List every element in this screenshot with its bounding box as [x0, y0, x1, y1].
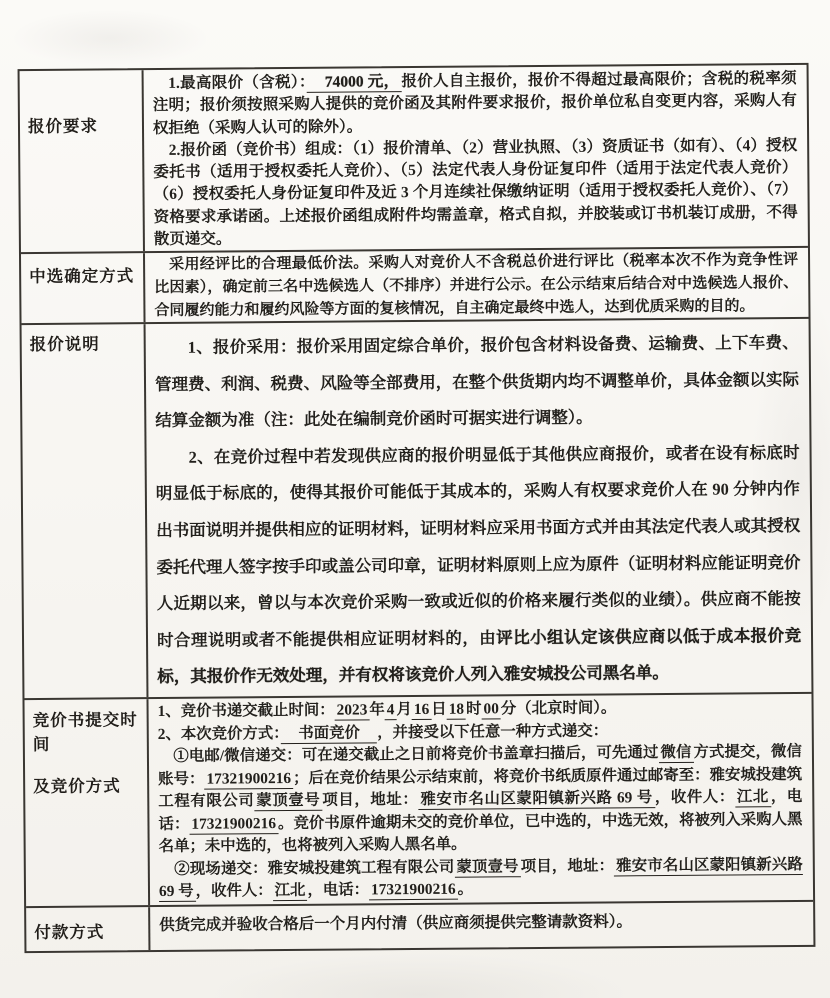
underlined-value: 4: [385, 701, 397, 720]
row-header-quotation-requirements: [20, 70, 145, 252]
row-content-payment-terms: [150, 902, 813, 950]
text-segment: ，并接受以下任意一种方式递交：: [377, 722, 609, 741]
text-segment: 方式提交，微信账号：: [158, 742, 802, 788]
text-segment: 2、本次竞价方式：: [157, 724, 281, 743]
table-row-quotation-requirements: [20, 65, 808, 254]
text-segment: ①电邮/微信递交：可在递交截止之日前将竞价书盖章扫描后，可先通过: [173, 744, 659, 765]
underlined-value: 江北: [273, 882, 308, 901]
table-row-submission-time-method: [24, 694, 813, 908]
text-segment: ，收件人：: [654, 788, 735, 807]
row-header-text: 中选确定方式: [29, 266, 135, 287]
underlined-value: 江北: [735, 788, 771, 807]
table-row-quotation-notes: [22, 319, 812, 700]
underlined-value: 雅安市名山区蒙阳镇新兴路 69 号: [158, 855, 803, 901]
row-header-quotation-notes: [22, 324, 149, 698]
text-segment: ，电话：: [307, 881, 370, 899]
text-segment: 年: [369, 701, 385, 719]
row-header-selection-method: [21, 253, 146, 323]
table-row-payment-terms: [26, 902, 813, 951]
underlined-value: 蒙顶壹号: [454, 858, 520, 878]
text-segment: ；后在竞价结果公示结束前，将竞价书纸质原件通过邮寄至：雅安城投建筑工程有限公司: [158, 765, 803, 811]
paragraph: [154, 249, 799, 323]
text-segment: 供货完成并验收合格后一个月内付清（供应商须提供完整请款资料）。: [159, 913, 633, 935]
paragraph: [158, 741, 803, 859]
text-segment: 2.报价函（竞价书）组成：（1）报价清单、（2）营业执照、（3）资质证书（如有）、（4）授权委托书（适用于授权委托人竞价）、（5）法定代表人身份证复印件（适用于法定代表人竞价）（6）授权委托人身份证复印件及近 3 个月连续社保缴纳证明（适用于授权委托人竞价）、（7）资格要求承诺函。上述报价函组成附件均需盖章，格式自拟，并胶装或订书机装订成册，不得散页递交。: [153, 136, 798, 249]
underlined-value: 17321900216: [204, 769, 293, 789]
text-segment: 。竞价书原件逾期未交的竞价单位，已中选的，中选无效，将被列入采购人黑名单；未中选的，也将被列入采购人黑名单。: [158, 810, 803, 856]
underlined-value: 74000 元，: [307, 73, 402, 93]
underlined-value: 2023: [335, 701, 370, 720]
paragraph: [153, 68, 798, 140]
text-segment: ，收件人：: [195, 882, 273, 900]
text-segment: 日: [431, 700, 447, 718]
paragraph: [155, 435, 801, 696]
text-segment: 1、报价采用：报价采用固定综合单价，报价包含材料设备费、运输费、上下车费、管理费、利润、税费、风险等全部费用，在整个供货期内均不调整单价，具体金额以实际结算金额为准（注：此处在编制竞价函时可据实进行调整）。: [154, 332, 800, 431]
underlined-value: 微信: [658, 744, 693, 763]
text-segment: ，电话：: [158, 787, 803, 833]
text-segment: 。: [457, 880, 474, 898]
text-segment: 评比小组认定该供应商以低于成本报价竞标，其报价作无效处理，并有权将该竞价人列入雅安城投公司黑名单。: [157, 625, 802, 687]
underlined-value: 书面竞价: [281, 724, 378, 744]
paragraph: [159, 853, 803, 903]
row-header-text: 付款方式: [34, 922, 105, 943]
row-content-selection-method: [145, 248, 809, 322]
underlined-value: 17321900216: [369, 881, 458, 901]
text-segment: 报价人自主报价，报价不得超过最高限价；含税的税率须注明；报价须按照采购人提供的竞价函及其附件要求报价，报价单位私自变更内容，采购人有权拒绝（采购人认可的除外）。: [152, 70, 797, 137]
row-header-submission-time-method: [24, 699, 150, 906]
paragraph: [155, 325, 800, 440]
underlined-value: 16: [412, 701, 432, 720]
text-segment: 2、在竞价过程中若发现供应商的报价明显低于其他供应商报价，或者在设有标底时明显低于标底的，使得其报价可能低于其成本的，采购人有权要求竞价人在 90 分钟内作出书面说明并提供相应的证明材料，证明材料应采用书面方式并由其法定代表人或其授权委托代理人签字按手印或盖公司印章，证明材料原则上应为原件（证明材料应能证明竞价人近期以来，曾以与本次竞价采购一致或近似的价格来履行类似的业绩）。供应商不能按时合理说明或者不能提供相应证明材料的，由: [155, 442, 801, 650]
row-header-text: 竞价书提交时间: [32, 710, 138, 755]
text-segment: 1、竞价书递交截止时间：: [157, 701, 335, 721]
row-content-submission-time-method: [148, 694, 813, 905]
text-segment: 采用经评比的合理最低价法。采购人对竞价人不含税总价进行评比（税率本次不作为竞争性评比因素），确定前三名中选候选人（不排序）并进行公示。在公示结束后结合对中选候选人报价、合同履约能力和履约风险等方面的复核情况，自主确定最终中选人，达到优质采购的目的。: [154, 251, 799, 320]
row-content-quotation-requirements: [144, 65, 808, 251]
text-segment: 项目，地址：: [520, 856, 615, 875]
underlined-value: 17321900216: [189, 815, 278, 835]
row-header-text: 报价说明: [29, 334, 100, 355]
text-segment: 分（北京时间）。: [500, 699, 617, 718]
text-segment: 项目，地址：: [322, 790, 419, 809]
text-segment: ②现场递交：雅安城投建筑工程有限公司: [174, 858, 455, 878]
text-segment: 1.最高限价（含税）：: [168, 73, 308, 92]
row-content-quotation-notes: [146, 319, 812, 697]
row-header-text: 及竞价方式: [33, 776, 121, 797]
paragraph: [159, 909, 803, 937]
underlined-value: 18: [447, 701, 467, 720]
underlined-value: 蒙顶壹号: [254, 792, 322, 812]
text-segment: 月: [396, 701, 412, 719]
row-header-text: 报价要求: [27, 116, 99, 137]
table-row-selection-method: [21, 248, 809, 325]
row-header-payment-terms: [26, 907, 150, 951]
paragraph: [153, 135, 798, 252]
underlined-value: 00: [481, 700, 501, 719]
underlined-value: 雅安市名山区蒙阳镇新兴路 69 号: [418, 789, 655, 810]
text-segment: 时: [465, 700, 482, 718]
bidding-terms-table: [18, 63, 816, 953]
